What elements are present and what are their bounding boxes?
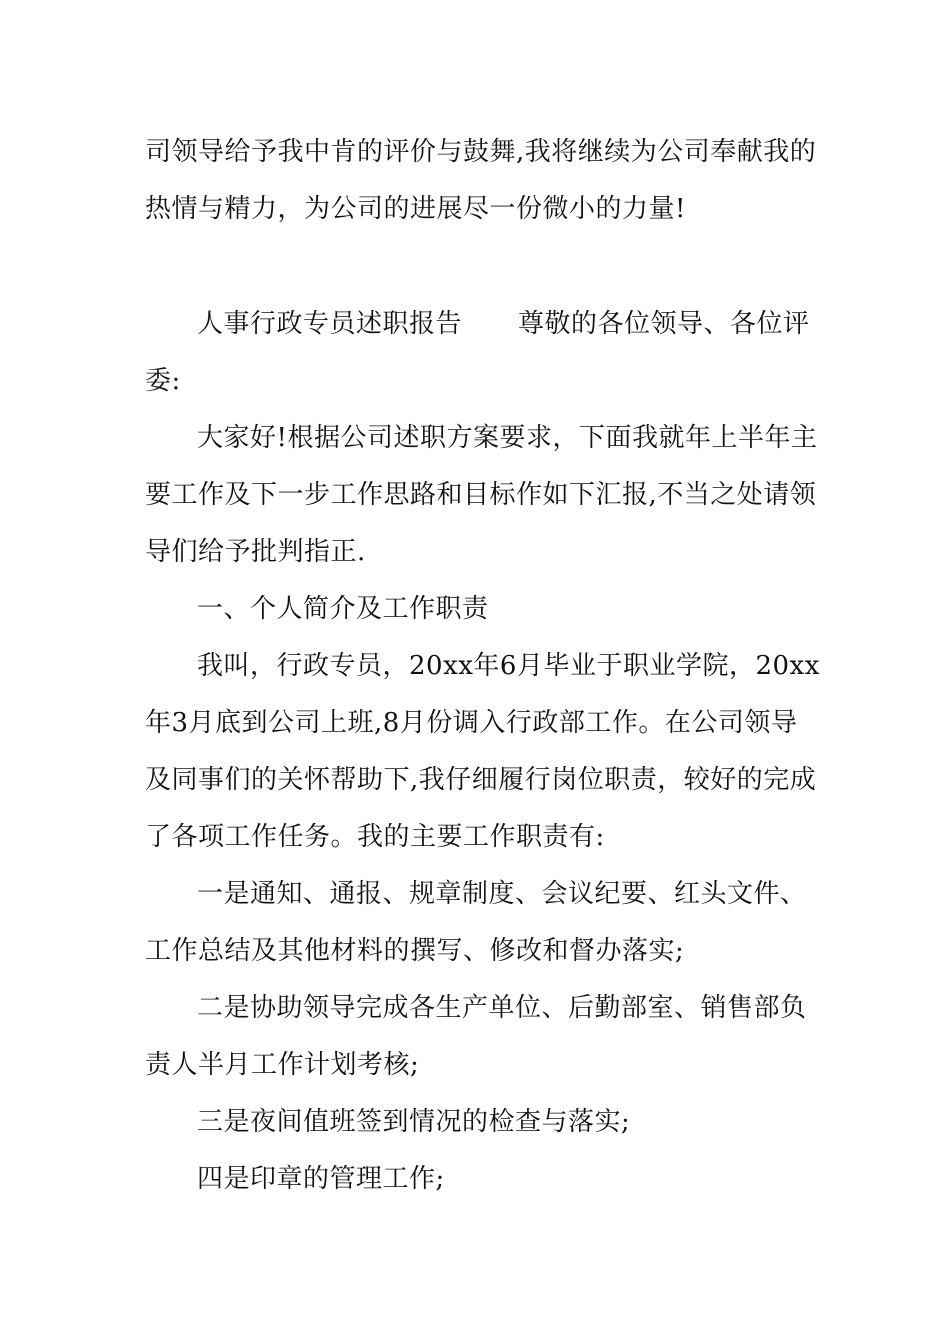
duty-item [145, 866, 809, 980]
text-line: 司领导给予我中肯的评价与鼓舞,我将继续为公司奉献我的 [145, 137, 817, 167]
report-title: 人事行政专员述职报告 [197, 309, 463, 339]
text-line: 三是夜间值班签到情况的检查与落实; [197, 1107, 631, 1137]
text-line: 我叫，行政专员，20xx年6月毕业于职业学院，20xx [197, 651, 820, 681]
text-line: 责人半月工作计划考核; [145, 1050, 420, 1080]
paragraph-greeting [145, 410, 818, 581]
text-line: 一是通知、通报、规章制度、会议纪要、红头文件、 [197, 879, 807, 909]
text-line: 一、个人简介及工作职责 [197, 594, 489, 624]
text-line: 导们给予批判指正. [145, 537, 366, 567]
text-line: 二是协助领导完成各生产单位、后勤部室、销售部负 [197, 993, 807, 1023]
text-line: 要工作及下一步工作思路和目标作如下汇报,不当之处请领 [145, 480, 817, 510]
duty-item [145, 1151, 809, 1208]
text-line: 及同事们的关怀帮助下,我仔细履行岗位职责，较好的完成 [145, 765, 817, 795]
report-heading [145, 296, 809, 410]
text-line: 四是印章的管理工作; [197, 1164, 445, 1194]
text-line: 了各项工作任务。我的主要工作职责有: [145, 822, 605, 852]
duty-item [145, 980, 809, 1094]
continuation-paragraph [145, 124, 817, 238]
salutation-continued: 委: [145, 366, 181, 396]
text-line: 工作总结及其他材料的撰写、修改和督办落实; [145, 936, 685, 966]
paragraph-introduction [145, 638, 820, 866]
heading-line [145, 296, 809, 353]
text-line: 热情与精力，为公司的进展尽一份微小的力量! [145, 194, 686, 224]
salutation: 尊敬的各位领导、各位评 [518, 309, 810, 339]
text-line: 年3月底到公司上班,8月份调入行政部工作。在公司领导 [145, 708, 798, 738]
report-body [145, 410, 820, 1208]
text-line: 大家好!根据公司述职方案要求，下面我就年上半年主 [197, 423, 818, 453]
duty-item [145, 1094, 809, 1151]
section-heading [145, 581, 809, 638]
